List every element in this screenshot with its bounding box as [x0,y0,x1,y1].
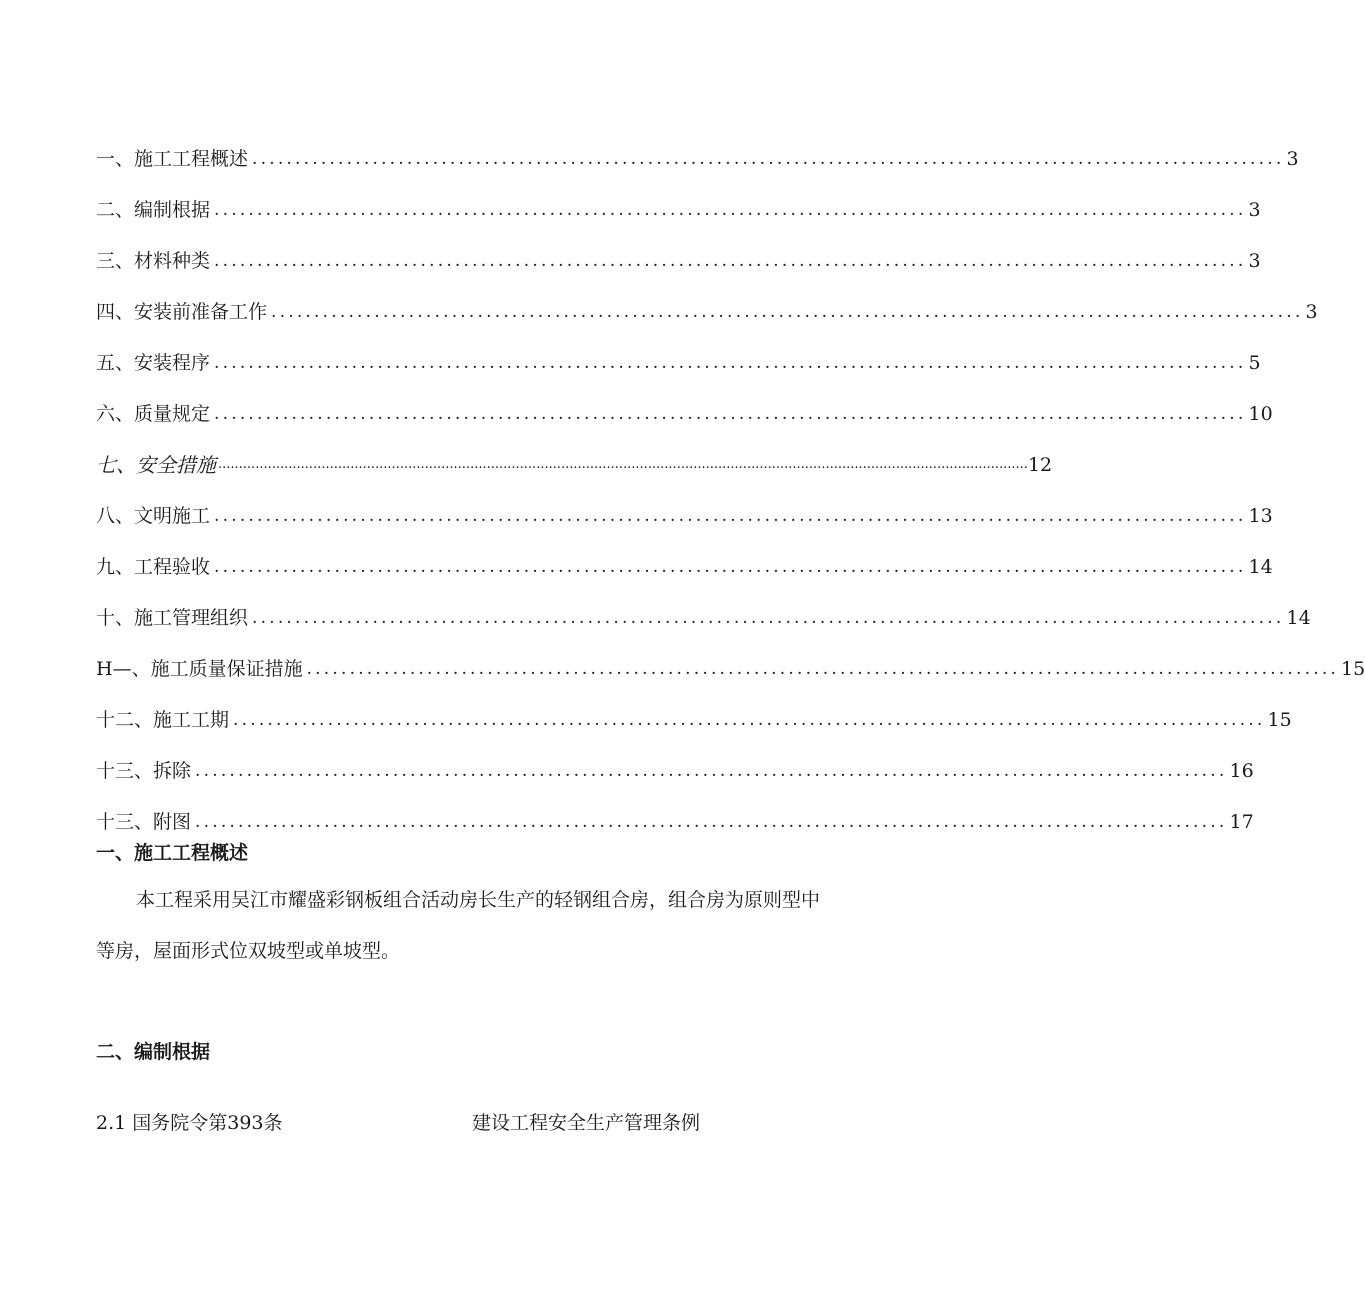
toc-entry-title: 三、材料种类 [96,250,211,272]
toc-entry[interactable] [96,479,1273,530]
toc-entry-title: 十三、拆除 [96,760,192,782]
toc-entry[interactable] [96,734,1254,785]
toc-entry-title: 四、安装前准备工作 [96,301,268,323]
toc-entry[interactable] [96,275,1318,326]
toc-leader-dots: ........................................................................................................................ [306,659,1340,679]
toc-leader-dots: ........................................................................................................................ [214,251,1247,271]
toc-leader-dots: ........................................................................................................................ [214,506,1247,526]
toc-leader-dots: ........................................................................................................................ [252,149,1285,169]
toc-entry-page: 16 [1229,760,1254,782]
toc-entry[interactable] [96,632,1365,683]
reference-name: 建设工程安全生产管理条例 [472,1112,701,1134]
section-heading-overview: 一、施工工程概述 [96,842,249,864]
toc-entry-title: 九、工程验收 [96,556,211,578]
toc-entry-title: 二、编制根据 [96,199,211,221]
toc-leader-dots: ........................................................................................................................ [214,404,1247,424]
toc-entry-title: 一、施工工程概述 [96,148,249,170]
toc-leader-dots: .................................................................................................................................................................................................... [218,457,1028,472]
toc-entry-title: H—、施工质量保证措施 [96,658,303,680]
toc-entry-page: 3 [1286,148,1299,170]
toc-entry-page: 3 [1248,250,1261,272]
toc-entry-page: 17 [1229,811,1254,833]
toc-entry-page: 15 [1267,709,1292,731]
toc-entry-title: 十、施工管理组织 [96,607,249,629]
toc-entry-title: 六、质量规定 [96,403,211,425]
toc-entry-page: 3 [1248,199,1261,221]
toc-leader-dots: ........................................................................................................................ [214,200,1247,220]
section-overview-body: 本工程采用吴江市耀盛彩钢板组合活动房长生产的轻钢组合房，组合房为原则型中等房，屋面形式位双坡型或单坡型。 [96,889,821,962]
toc-leader-dots: ........................................................................................................................ [271,302,1304,322]
toc-leader-dots: ........................................................................................................................ [214,353,1247,373]
toc-entry-title: 十二、施工工期 [96,709,230,731]
section-heading-basis: 二、编制根据 [96,1041,211,1063]
toc-leader-dots: ........................................................................................................................ [195,812,1228,832]
toc-entry[interactable] [96,785,1254,836]
reference-number: 2.1 国务院令第393条 [96,1112,283,1134]
toc-entry[interactable] [96,428,1053,479]
toc-entry[interactable] [96,581,1311,632]
toc-entry-page: 3 [1305,301,1318,323]
toc-entry-page: 14 [1248,556,1273,578]
toc-leader-dots: ........................................................................................................................ [195,761,1228,781]
toc-entry-title: 七、安全措施 [96,453,216,477]
table-of-contents [96,122,1365,836]
toc-entry-title: 十三、附图 [96,811,192,833]
toc-leader-dots: ........................................................................................................................ [233,710,1266,730]
toc-entry[interactable] [96,326,1261,377]
toc-entry[interactable] [96,224,1261,275]
toc-entry[interactable] [96,530,1273,581]
toc-entry-page: 15 [1341,658,1365,680]
toc-leader-dots: ........................................................................................................................ [252,608,1285,628]
toc-entry-page: 12 [1027,454,1053,476]
toc-entry[interactable] [96,683,1292,734]
toc-entry-page: 10 [1248,403,1273,425]
toc-entry-page: 14 [1286,607,1311,629]
toc-entry[interactable] [96,377,1273,428]
toc-entry-title: 八、文明施工 [96,505,211,527]
toc-entry-title: 五、安装程序 [96,352,211,374]
toc-leader-dots: ........................................................................................................................ [214,557,1247,577]
toc-entry[interactable] [96,173,1261,224]
toc-entry-page: 5 [1248,352,1261,374]
toc-entry[interactable] [96,122,1299,173]
toc-entry-page: 13 [1248,505,1273,527]
